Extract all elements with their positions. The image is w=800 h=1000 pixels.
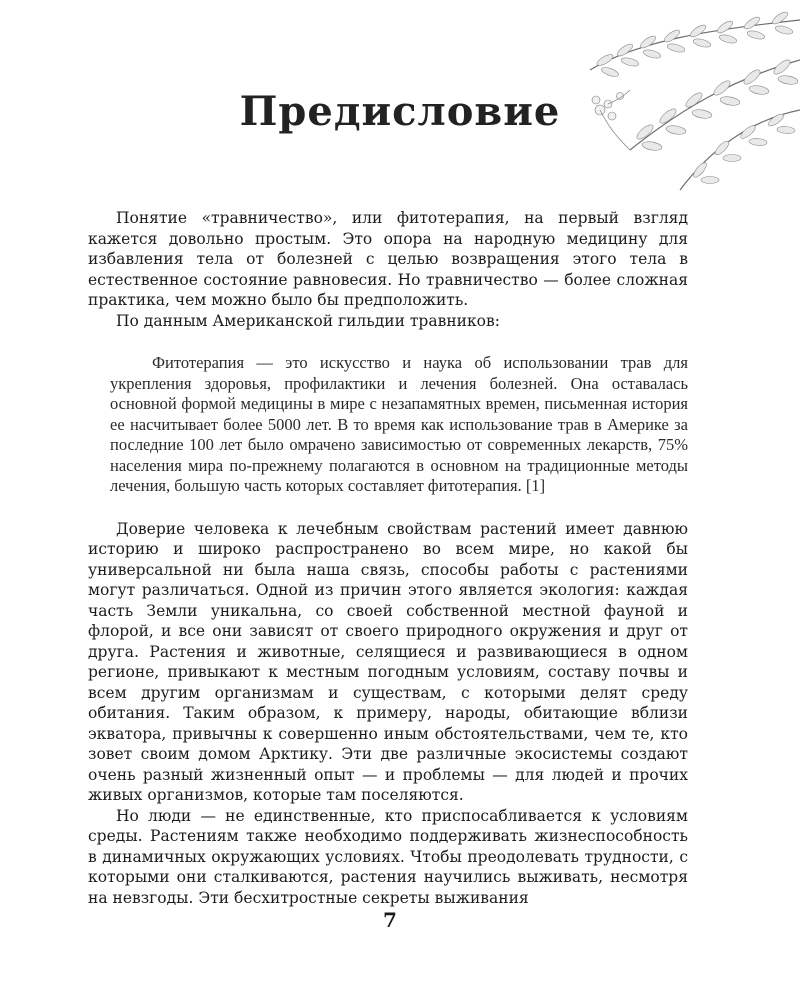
main-paragraph-2: Но люди — не единственные, кто приспосабливается к условиям среды. Растениям также необходимо поддерживать жизнеспособность в динамичных окружающих условиях. Чтобы преодолевать трудности, с которыми они сталкиваются, растения научились выживать, несмотря на невзгоды. Эти бесхитростные секреты выживания [88, 806, 688, 907]
chapter-heading: Предисловие [239, 88, 561, 135]
intro-paragraph-1: Понятие «травничество», или фитотерапия, на первый взгляд кажется довольно простым. Это опора на народную медицину для избавления тела от болезней с целью возвращения этого тела в естественное состояние равновесия. Но травничество — более сложная практика, чем можно было бы предположить. [88, 209, 688, 309]
intro-paragraph-2: По данным Американской гильдии травников: [116, 311, 500, 330]
body-text [88, 208, 688, 908]
block-quote: Фитотерапия — это искусство и наука об использовании трав для укрепления здоровья, профилактики и лечения болезней. Она оставалась основной формой медицины в мире с незапамятных времен, письменная история ее насчитывает более 5000 лет. В то время как использование трав в Америке за последние 100 лет было омрачено зависимостью от современных лекарств, 75% населения мира по-прежнему полагаются в основном на традиционные методы лечения, большую часть которых составляет фитотерапия. [1] [110, 353, 688, 495]
page-number: 7 [383, 908, 397, 932]
main-paragraph-1: Доверие человека к лечебным свойствам растений имеет давнюю историю и широко распространено во всем мире, но какой бы универсальной ни была наша связь, способы работы с растениями могут различаться. Одной из причин этого является экология: каждая часть Земли уникальна, со своей собственной местной фауной и флорой, и все они зависят от своего природного окружения и друг от друга. Растения и животные, селящиеся и развивающиеся в одном регионе, привыкают к местным погодным условиям, составу почвы и всем другим организмам и существам, с которыми делят среду обитания. Таким образом, к примеру, народы, обитающие вблизи экватора, привычны к совершенно иным обстоятельствами, чем те, кто зовет своим домом Арктику. Эти две различные экосистемы создают очень разный жизненный опыт — и проблемы — для людей и прочих живых организмов, которые там поселяются. [88, 519, 688, 804]
